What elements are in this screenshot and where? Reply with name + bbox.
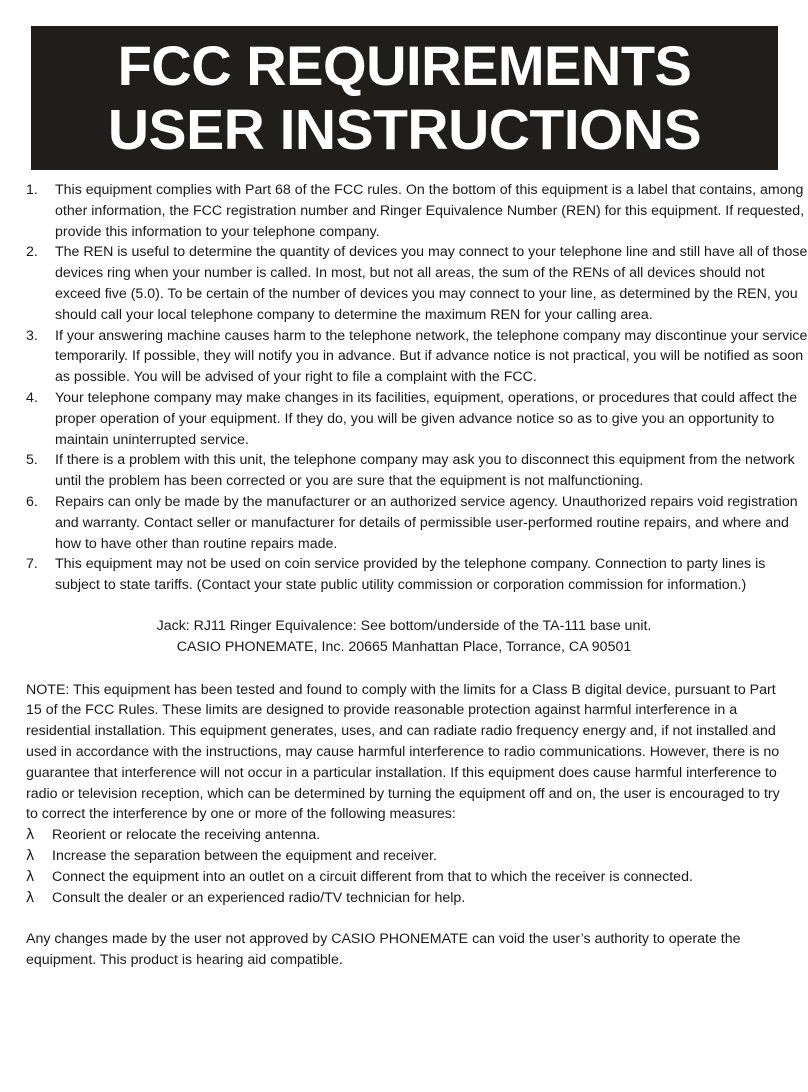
list-item [0,554,808,596]
fcc-note-paragraph: NOTE: This equipment has been tested and found to comply with the limits for a Class B digital device, pursuant to Part 15 of the FCC Rules. These limits are designed to provide reasonable protection against harmful interference in a residential installation. This equipment generates, uses, and can radiate radio frequency energy and, if not installed and used in accordance with the instructions, may cause harmful interference to radio communications. However, there is no guarantee that interference will not occur in a particular installation. If this equipment does cause harmful interference to radio or television reception, which can be determined by turning the equipment off and on, the user is encouraged to try to correct the interference by one or more of the following measures: [26,681,780,823]
list-item-text: Reorient or relocate the receiving antenna. [52,827,321,844]
list-item [0,450,808,492]
list-item-number: 3. [26,327,38,344]
company-info-block [0,616,808,658]
list-item-text: The REN is useful to determine the quantity of devices you may connect to your telephone line and still have all of those devices ring when your number is called. In most, but not all areas, the sum of the RENs of all devices should not exceed five (5.0). To be certain of the number of devices you may connect to your line, as determined by the REN, you should call your local telephone company to determine the maximum REN for your calling area. [55,244,808,323]
list-item-text: Connect the equipment into an outlet on a circuit different from that to which the receiver is connected. [52,868,693,885]
list-item [0,825,808,846]
list-item-number: 4. [26,389,38,406]
list-item [0,846,808,867]
list-item-number: 1. [26,182,38,198]
list-item [0,888,808,909]
jack-ringer-equivalence-line: Jack: RJ11 Ringer Equivalence: See bottom/underside of the TA-111 base unit. [156,617,652,634]
list-item [0,242,808,325]
lambda-bullet-icon: λ [26,889,35,906]
fcc-requirements-list [0,180,808,596]
document-body [0,180,808,971]
list-item-text: If there is a problem with this unit, the telephone company may ask you to disconnect this equipment from the network until the problem has been corrected or you are sure that the equipment is not malfunctioning. [55,452,795,490]
lambda-bullet-icon: λ [26,827,35,844]
list-item-number: 6. [26,493,38,510]
list-item-text: This equipment complies with Part 68 of the FCC rules. On the bottom of this equipment is a label that contains, among other information, the FCC registration number and Ringer Equivalence Number (REN) for this equipment. If requested, provide this information to your telephone company. [55,182,805,240]
list-item-number: 5. [26,452,38,469]
company-address-line: CASIO PHONEMATE, Inc. 20665 Manhattan Place, Torrance, CA 90501 [176,638,632,655]
banner-title-line-1: FCC REQUIREMENTS [117,34,692,97]
closing-paragraph: Any changes made by the user not approved by CASIO PHONEMATE can void the user’s authority to operate the equipment. This product is hearing aid compatible. [26,931,741,969]
list-item-text: This equipment may not be used on coin service provided by the telephone company. Connection to party lines is subject to state tariffs. (Contact your state public utility commission or corporation commission for information.) [55,556,766,594]
lambda-bullet-icon: λ [26,868,35,885]
list-item-text: Repairs can only be made by the manufacturer or an authorized service agency. Unauthorized repairs void registration and warranty. Contact seller or manufacturer for details of permissible user-performed routine repairs, and where and how to have other than routine repairs made. [55,493,798,552]
list-item-number: 7. [26,556,38,573]
list-item [0,492,808,554]
corrective-measures-list [0,825,808,908]
list-item [0,180,808,242]
title-banner [31,26,778,170]
banner-title-line-2: USER INSTRUCTIONS [107,98,702,162]
list-item-text: Increase the separation between the equipment and receiver. [52,847,437,864]
list-item-number: 2. [26,244,38,261]
list-item [0,388,808,450]
list-item-text: If your answering machine causes harm to the telephone network, the telephone company may discontinue your service temporarily. If possible, they will notify you in advance. But if advance notice is not practical, you will be notified as soon as possible. You will be advised of your right to file a complaint with the FCC. [55,327,808,386]
list-item-text: Your telephone company may make changes in its facilities, equipment, operations, or procedures that could affect the proper operation of your equipment. If they do, you will be given advance notice so as to give you an opportunity to maintain uninterrupted service. [55,389,798,448]
list-item-text: Consult the dealer or an experienced radio/TV technician for help. [52,889,466,906]
list-item [0,867,808,888]
lambda-bullet-icon: λ [26,847,35,864]
list-item [0,326,808,388]
